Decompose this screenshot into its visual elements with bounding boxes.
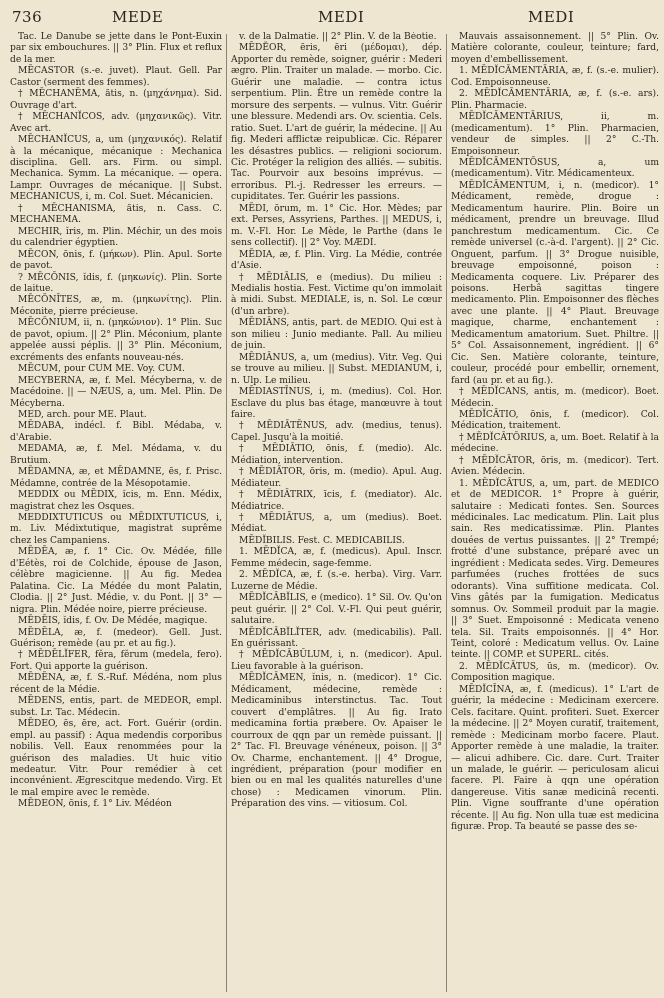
dictionary-entry: † MĒDIĀTOR, ōris, m. (medio). Apul. Aug. Médiateur. bbox=[231, 467, 442, 489]
dictionary-entry: ? MĒCŌNIS, ĭdis, f. (μηκωνίς). Plin. Sorte de laitue. bbox=[10, 272, 222, 294]
dictionary-entry: MĒDENS, entis, part. de MEDEOR, empl. subst. Lr. Tac. Médecin. bbox=[10, 696, 222, 718]
dictionary-entry: MĒCŌNĪTES, æ, m. (μηκωνίτης). Plin. Méconite, pierre précieuse. bbox=[10, 295, 222, 317]
dictionary-entry: † MĒDĬCANS, antis, m. (medicor). Boet. Médecin. bbox=[451, 387, 659, 409]
dictionary-entry: MĒDĬCĪNA, æ, f. (medicus). 1° L'art de guérir, la médecine : Medicinam exercere. Cels. facitare. Quint. profiteri. Suet. Exercer la médecine. || 2° Moyen curatif, traitement, remède : Medicinam morbo facere. Plaut. Apporter remède à une maladie, la traiter. — alicui adhibere. Cic. dare. Curt. Traiter un malade, le guérir. — periculosam alicui facere. Pl. Faire à qqn une opération dangereuse. Vitis sanæ medicinâ recenti. Plin. Vigne souffrante d'une opération récente. || Au fig. Non ulla tuæ est medicina figuræ. Prop. Ta beauté se passe des se- bbox=[451, 684, 659, 833]
dictionary-entry: † MĒDIĀTUS, a, um (medius). Boet. Médiat. bbox=[231, 513, 442, 535]
dictionary-entry: MĒDĬCĀMENTUM, i, n. (medicor). 1° Médicament, remède, drogue : Medicamentum haurire. Plin. Boire un médicament, prendre un breuvage. Illud panchrestum medicamentum. Cic. Ce remède universel (c.-à-d. l'argent). || 2° Cic. Onguent, parfum. || 3° Drogue nuisible, breuvage empoisonné, poison : Medicamenta coquere. Liv. Préparer des poisons. Herbâ sagittas tingere medicamento. Plin. Empoisonner des flèches avec une plante. || 4° Plaut. Breuvage magique, charme, enchantement : Medicamentum amatorium. Suet. Philtre. || 5° Col. Assaisonnement, ingrédient. || 6° Cic. Sen. Matière colorante, teinture, couleur, procédé pour embellir, ornement, fard (au pr. et au fig.). bbox=[451, 180, 659, 386]
dictionary-entry: MEDDIX ou MĒDIX, ĭcis, m. Enn. Médix, magistrat chez les Osques. bbox=[10, 490, 222, 512]
dictionary-entry: MĒDĬCĀMENTŌSUS, a, um (medicamentum). Vitr. Médicamenteux. bbox=[451, 157, 659, 180]
dictionary-entry: † MĒDIĀTIO, ōnis, f. (medio). Alc. Médiation, intervention. bbox=[231, 444, 442, 466]
column-divider bbox=[226, 34, 227, 992]
dictionary-entry: MĒDI, ōrum, m. 1° Cic. Hor. Mèdes; par ext. Perses, Assyriens, Parthes. || MEDUS, i, m. V.-Fl. Hor. Le Mède, le Parthe (dans le sens collectif). || 2° Voy. MÆDI. bbox=[231, 203, 442, 249]
column-middle bbox=[231, 32, 442, 992]
dictionary-entry: 1. MĒDĬCA, æ, f. (medicus). Apul. Inscr. Femme médecin, sage-femme. bbox=[231, 547, 442, 569]
dictionary-entry: Mauvais assaisonnement. || 5° Plin. Ov. Matière colorante, couleur, teinture; fard, moyen d'embellissement. bbox=[451, 32, 659, 65]
dictionary-entry: v. de la Dalmatie. || 2° Plin. V. de la Béotie. bbox=[239, 32, 437, 42]
dictionary-entry: MEDDIXTUTICUS ou MĒDIXTUTICUS, i, m. Liv. Médixtutique, magistrat suprême chez les Campaniens. bbox=[10, 513, 222, 546]
dictionary-entry: MĒCHANĬCUS, a, um (μηχανικός). Relatif à la mécanique, mécanique : Mechanica disciplina. Gell. ars. Firm. ou simpl. Mechanica. Symm. La mécanique. — opera. Lampr. Ouvrages de mécanique. || Subst. MECHANICUS, i, m. Col. Suet. Mécanicien. bbox=[10, 135, 222, 203]
dictionary-entry: MĒDĬBILIS. Fest. C. MEDICABILIS. bbox=[239, 535, 405, 546]
dictionary-entry: MĒDĒA, æ, f. 1° Cic. Ov. Médée, fille d'Eétès, roi de Colchide, épouse de Jason, célèbre magicienne. || Au fig. Medea Palatina. Cic. La Médée du mont Palatin, Clodia. || 2° Just. Médie, v. du Pont. || 3° — nigra. Plin. Médée noire, pierre précieuse. bbox=[10, 547, 222, 615]
page-number: 736 bbox=[12, 8, 43, 26]
dictionary-entry: † MĒDIĀTRIX, īcis, f. (mediator). Alc. Médiatrice. bbox=[231, 490, 442, 512]
dictionary-entry: Tac. Le Danube se jette dans le Pont-Euxin par six embouchures. || 3° Plin. Flux et reflux de la mer. bbox=[10, 32, 222, 65]
dictionary-entry: 2. MĒDĬCĀMENTĀRIA, æ, f. (s.-e. ars). Plin. Pharmacie. bbox=[451, 89, 659, 111]
dictionary-entry: MĒDĒNA, æ, f. S.-Ruf. Médéna, nom plus récent de la Médie. bbox=[10, 673, 222, 695]
dictionary-entry: MĒCUM, pour CUM ME. Voy. CUM. bbox=[18, 364, 185, 375]
column-left bbox=[10, 32, 222, 992]
dictionary-entry: MĒDIA, æ, f. Plin. Virg. La Médie, contrée d'Asie. bbox=[231, 249, 442, 272]
dictionary-entry: MĒDEO, ēs, ēre, act. Fort. Guérir (ordin. empl. au passif) : Aqua medendis corporibus nobilis. Vell. Eaux renommées pour la guérison des maladies. Ut huic vitio medeatur. Vitr. Pour remédier à cet inconvénient. Ægrescitque medendo. Virg. Et le mal empire avec le remède. bbox=[10, 719, 222, 798]
running-header bbox=[0, 0, 664, 32]
dictionary-entry: † MĒCHANĒMA, ătis, n. (μηχάνημα). Sid. Ouvrage d'art. bbox=[10, 89, 222, 111]
dictionary-entry: † MĒDĒLĬFER, fĕra, fĕrum (medela, fero). Fort. Qui apporte la guérison. bbox=[10, 650, 222, 672]
dictionary-entry: MĒDĬCĀTIO, ōnis, f. (medicor). Col. Médication, traitement. bbox=[451, 409, 659, 432]
dictionary-entry: 1. MĒDĬCĀMENTĀRIA, æ, f. (s.-e. mulier). Cod. Empoisonneuse. bbox=[451, 66, 659, 88]
dictionary-entry: † MĒCHANISMA, ătis, n. Cass. C. MECHANEMA. bbox=[10, 203, 222, 226]
dictionary-entry: 2. MĒDĬCĀTUS, ūs, m. (medicor). Ov. Composition magique. bbox=[451, 661, 659, 684]
dictionary-entry: † MĒDĬCĀTŌRIUS, a, um. Boet. Relatif à la médecine. bbox=[451, 432, 659, 455]
dictionary-entry: MĒDEON, ōnis, f. 1° Liv. Médéon bbox=[18, 799, 172, 810]
dictionary-entry: MECYBERNA, æ, f. Mel. Mécyberna, v. de Macédoine. || — NÆUS, a, um. Mel. Plin. De Mécyberna. bbox=[10, 375, 222, 409]
dictionary-entry: MĒCŌNIUM, ii, n. (μηκώνιον). 1° Plin. Suc de pavot, opium. || 2° Plin. Méconium, plante appelée aussi péplis. || 3° Plin. Méconium, excréments des enfants nouveau-nés. bbox=[10, 318, 222, 363]
dictionary-entry: MĒDABA, indécl. f. Bibl. Médaba, v. d'Arabie. bbox=[10, 421, 222, 443]
dictionary-entry: MĒDAMNA, æ, et MĒDAMNE, ēs, f. Prisc. Médamne, contrée de la Mésopotamie. bbox=[10, 467, 222, 489]
dictionary-entry: MED, arch. pour ME. Plaut. bbox=[18, 409, 147, 420]
dictionary-entry: MĒDĔOR, ēris, ēri (μέδομαι), dép. Apporter du remède, soigner, guérir : Mederi ægro. Plin. Traiter un malade. — morbo. Cic. Guérir une maladie. — contra ictus serpentium. Plin. Être un remède contre la morsure des serpents. — vulnus. Vitr. Guérir une blessure. Medendi ars. Ov. scientia. Cels. ratio. Suet. L'art de guérir, la médecine. || Au fig. Mederi afflictæ reipublicæ. Cic. Réparer les désastres publics. — religioni sociorum. Cic. Protéger la religion des alliés. — subitis. Tac. Pourvoir aux besoins imprévus. — erroribus. Pl.-j. Redresser les erreurs. — cupiditates. Ter. Guérir les passions. bbox=[231, 43, 442, 203]
left-running-head: MEDE bbox=[112, 8, 164, 26]
dictionary-entry: MĒDĬCĀBĬLIS, e (medico). 1° Sil. Ov. Qu'on peut guérir. || 2° Col. V.-Fl. Qui peut guérir, salutaire. bbox=[231, 593, 442, 627]
dictionary-entry: 1. MĒDĬCĀTUS, a, um, part. de MEDICO et de MEDICOR. 1° Propre à guérir, salutaire : Medicati fontes. Sen. Sources médicinales. Lac medicatum. Plin. Lait plus sain. Res medicatissimæ. Plin. Plantes douées de vertus puissantes. || 2° Trempé; frotté d'une substance, préparé avec un ingrédient : Medicata sedes. Virg. Demeures parfumées (ruches frottées de sucs odorants). Vina suffitione medicata. Col. Vins gâtés par la fumigation. Medicatus somnus. Ov. Sommeil produit par la magie. || 3° Suet. Empoisonné : Medicata veneno tela. Sil. Traits empoisonnés. || 4° Hor. Teint, coloré : Medicatum vellus. Ov. Laine teinte. || COMP. et SUPERL. cités. bbox=[451, 478, 659, 661]
column-right bbox=[451, 32, 659, 992]
dictionary-entry: 2. MĒDĬCA, æ, f. (s.-e. herba). Virg. Varr. Luzerne de Médie. bbox=[231, 570, 442, 592]
dictionary-entry: MĒDĬCĀBĬLĬTER, adv. (medicabilis). Pall. En guérissant. bbox=[231, 627, 442, 650]
dictionary-entry: † MĒDIĀTĒNUS, adv. (medius, tenus). Capel. Jusqu'à la moitié. bbox=[231, 421, 442, 443]
dictionary-entry: MĒDIASTĪNUS, i, m. (medius). Col. Hor. Esclave du plus bas étage, manœuvre à tout faire. bbox=[231, 387, 442, 420]
dictionary-entry: MĒCON, ōnis, f. (μήκων). Plin. Apul. Sorte de pavot. bbox=[10, 249, 222, 272]
column-divider bbox=[446, 34, 447, 992]
dictionary-entry: † MĒCHANĬCOS, adv. (μηχανικῶς). Vitr. Avec art. bbox=[10, 112, 222, 134]
dictionary-entry: MĒCASTOR (s.-e. juvet). Plaut. Gell. Par Castor (serment des femmes). bbox=[10, 66, 222, 88]
dictionary-entry: † MĒDĬCĀTOR, ōris, m. (medicor). Tert. Avien. Médecin. bbox=[451, 455, 659, 478]
dictionary-entry: MĒDĒIS, ĭdis, f. Ov. De Médée, magique. bbox=[18, 616, 208, 627]
center-running-head: MEDI bbox=[318, 8, 365, 26]
dictionary-entry: † MĒDIĀLIS, e (medius). Du milieu : Medialis hostia. Fest. Victime qu'on immolait à midi. Subst. MEDIALE, is, n. Sol. Le cœur (d'un arbre). bbox=[231, 272, 442, 317]
dictionary-entry: MĒDĬCĀMENTĀRIUS, ii, m. (medicamentum). 1° Plin. Pharmacien, vendeur de simples. || 2° C.-Th. Empoisonneur. bbox=[451, 112, 659, 157]
dictionary-entry: MĒDĬCĀMEN, ĭnis, n. (medicor). 1° Cic. Médicament, médecine, remède : Medicaminibus interstinctus. Tac. Tout couvert d'emplâtres. || Au fig. Irato medicamina fortia præbere. Ov. Apaiser le courroux de qqn par un remède puissant. || 2° Tac. Fl. Breuvage vénéneux, poison. || 3° Ov. Charme, enchantement. || 4° Drogue, ingrédient, préparation (pour modifier en bien ou en mal les qualités naturelles d'une chose) : Medicamen vinorum. Plin. Préparation des vins. — vitiosum. Col. bbox=[231, 673, 442, 810]
dictionary-entry: MEDAMA, æ, f. Mel. Médama, v. du Brutium. bbox=[10, 444, 222, 466]
dictionary-entry: MĒDIĀNUS, a, um (medius). Vitr. Veg. Qui se trouve au milieu. || Subst. MEDIANUM, i, n. Ulp. Le milieu. bbox=[231, 352, 442, 386]
right-running-head: MEDI bbox=[528, 8, 575, 26]
dictionary-entry: MĒDIĀNS, antis, part. de MEDIO. Qui est à son milieu : Junio mediante. Pall. Au milieu de juin. bbox=[231, 318, 442, 352]
dictionary-entry: MECHIR, ĭris, m. Plin. Méchir, un des mois du calendrier égyptien. bbox=[10, 226, 222, 249]
dictionary-entry: † MĒDĬCĀBŬLUM, i, n. (medicor). Apul. Lieu favorable à la guérison. bbox=[231, 650, 442, 672]
dictionary-entry: MĒDĒLA, æ, f. (medeor). Gell. Just. Guérison; remède (au pr. et au fig.). bbox=[10, 627, 222, 650]
